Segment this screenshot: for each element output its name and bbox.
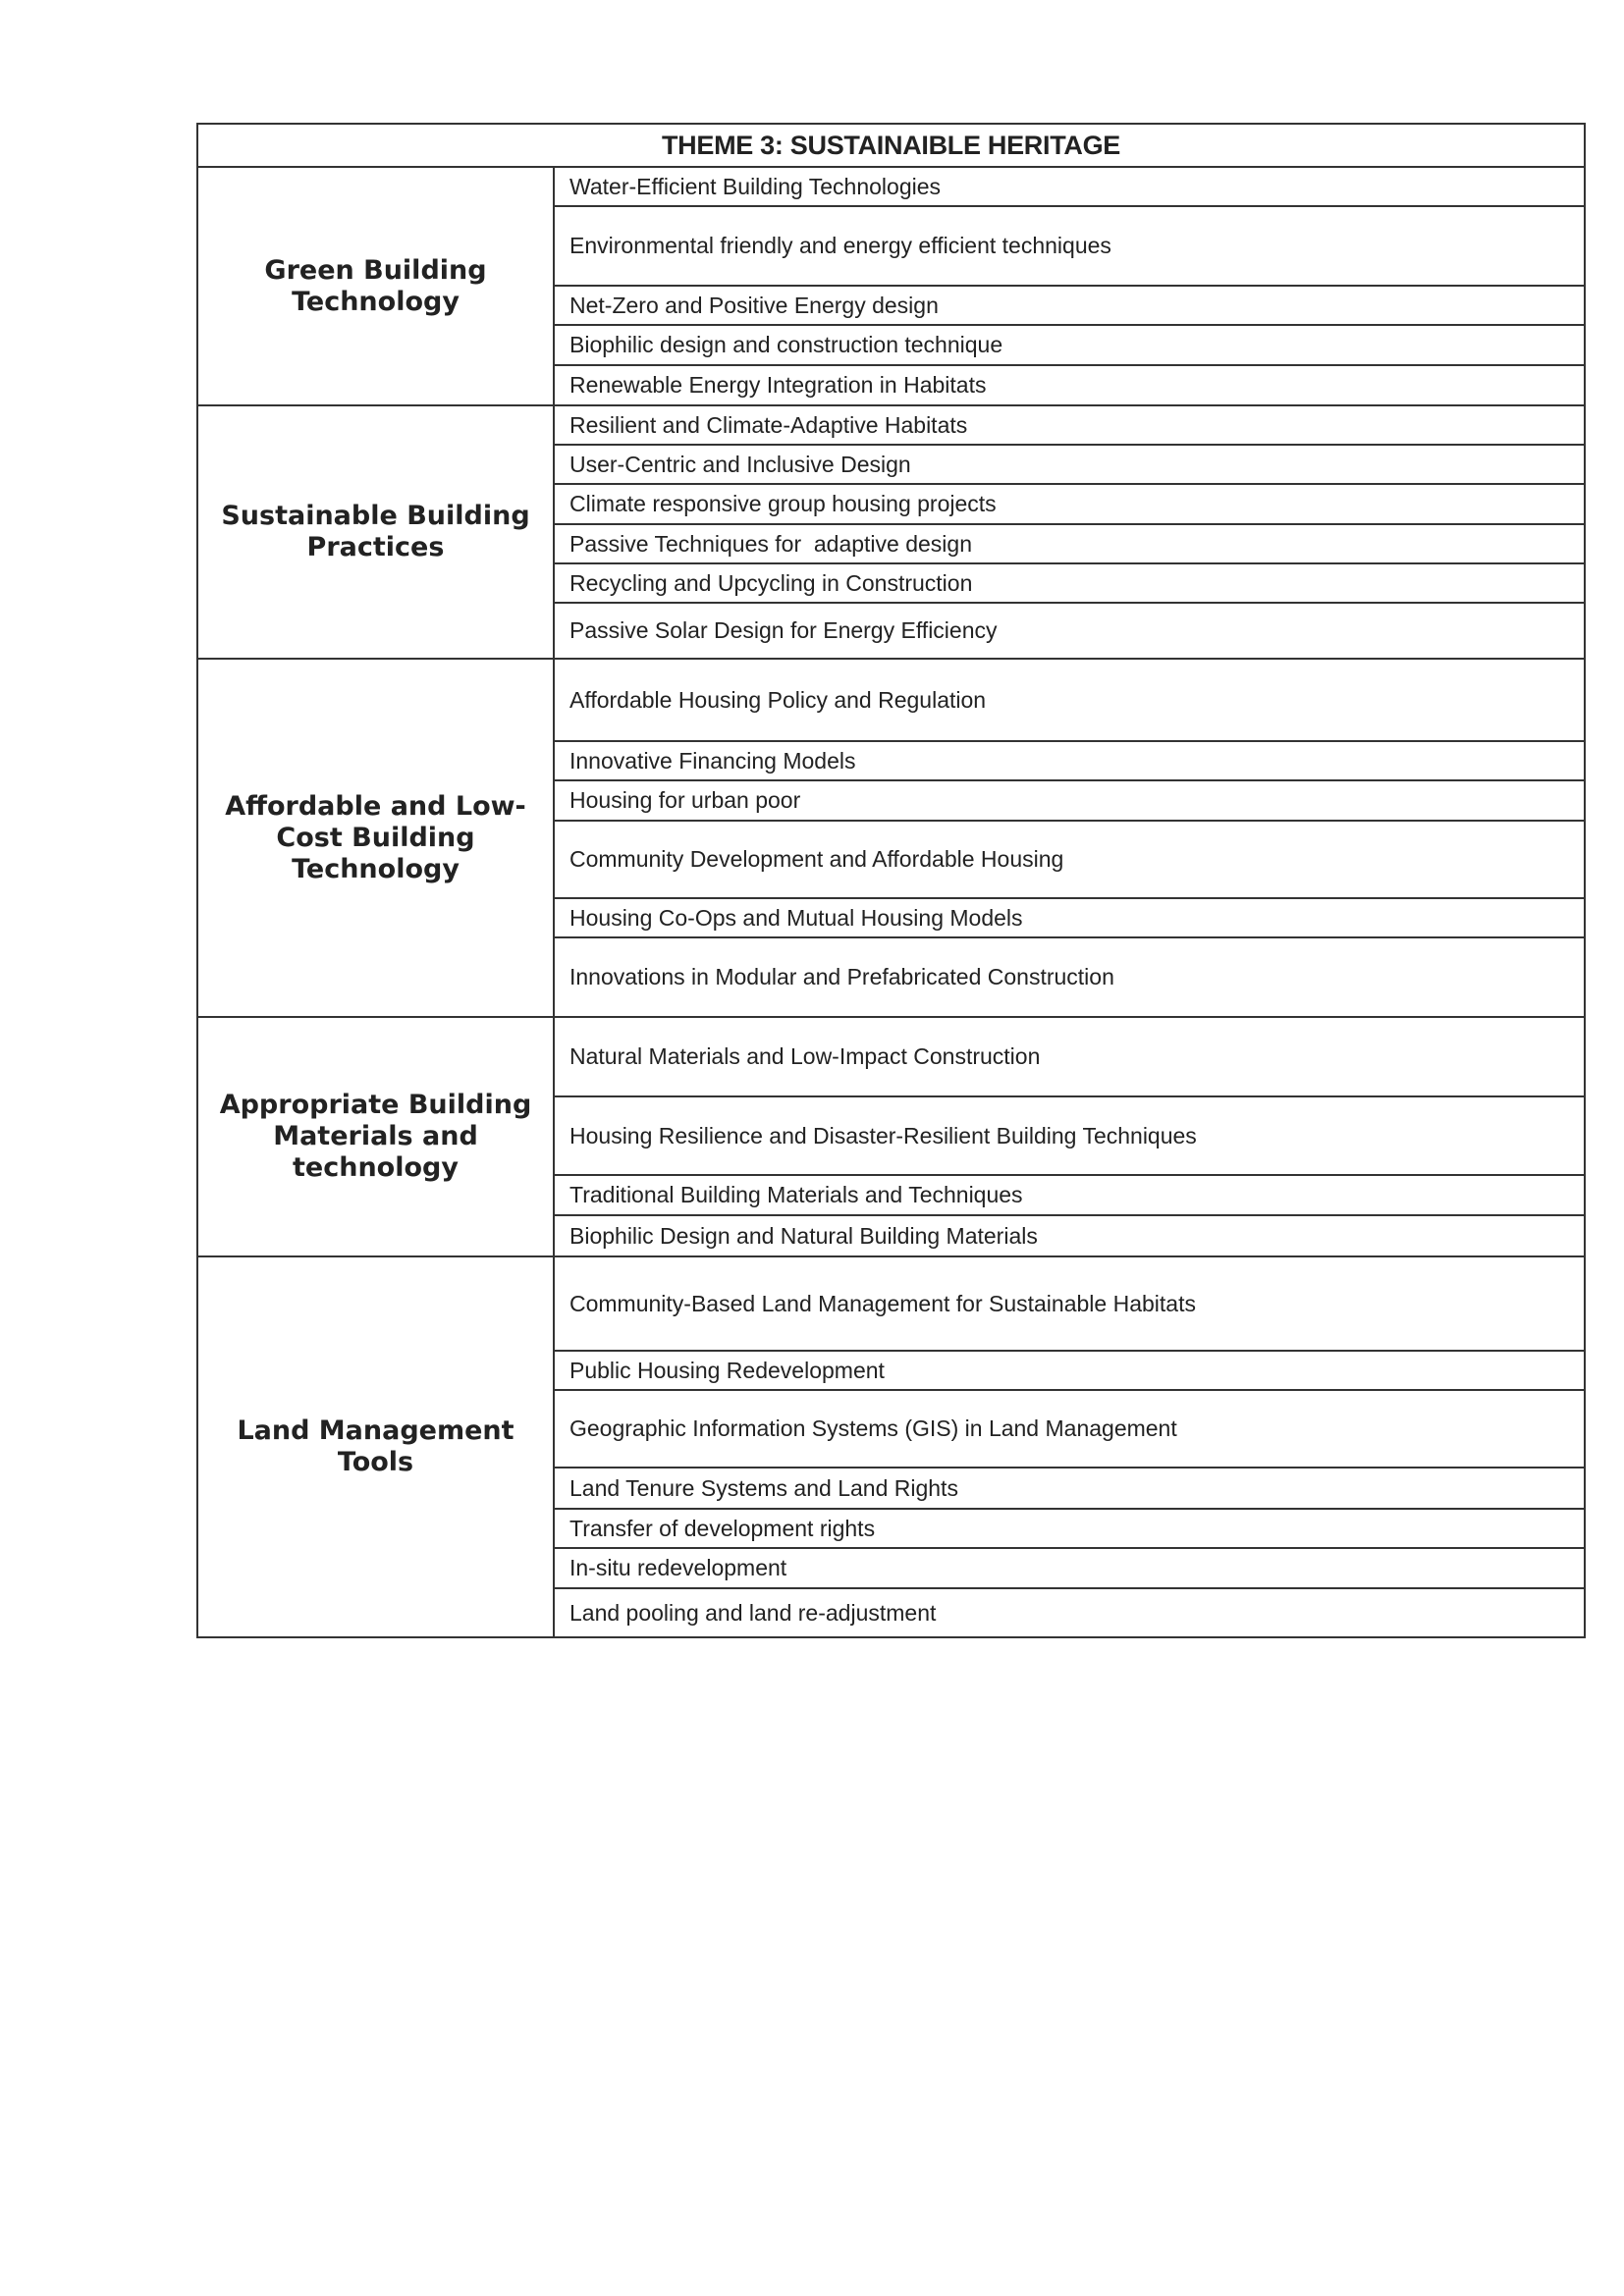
topic-item: User-Centric and Inclusive Design: [555, 446, 1584, 485]
topic-item: Renewable Energy Integration in Habitats: [569, 372, 987, 398]
topic-item: Innovative Financing Models: [555, 742, 1584, 781]
topic-item: Land Tenure Systems and Land Rights: [555, 1468, 1584, 1510]
category-label: Green Building Technology: [198, 168, 555, 404]
topic-item: Affordable Housing Policy and Regulation: [555, 660, 1584, 742]
topic-item: Land pooling and land re-adjustment: [569, 1599, 937, 1626]
topic-item: Water-Efficient Building Technologies: [555, 168, 1584, 207]
topic-item: Transfer of development rights: [555, 1510, 1584, 1549]
topic-list: [555, 168, 1584, 404]
topic-list: [555, 1018, 1584, 1255]
topic-item: Environmental friendly and energy efficient techniques: [555, 207, 1584, 287]
category-label: Land Management Tools: [198, 1257, 555, 1636]
topic-item: Biophilic design and construction technique: [555, 326, 1584, 366]
topic-item: Community Development and Affordable Housing: [555, 822, 1584, 899]
group-affordable-low-cost-building-technology: [198, 660, 1584, 1018]
table-title: THEME 3: SUSTAINAIBLE HERITAGE: [198, 125, 1584, 168]
topic-item: Housing Resilience and Disaster-Resilient Building Techniques: [555, 1097, 1584, 1176]
group-green-building-technology: [198, 168, 1584, 406]
category-label: Sustainable Building Practices: [198, 406, 555, 658]
topic-item: Housing for urban poor: [555, 781, 1584, 822]
topic-item: Natural Materials and Low-Impact Construction: [555, 1018, 1584, 1097]
topic-item: Innovations in Modular and Prefabricated Construction: [569, 964, 1114, 989]
topic-item: Climate responsive group housing projects: [555, 485, 1584, 525]
topic-item: Passive Solar Design for Energy Efficiency: [569, 617, 998, 643]
topic-list: [555, 1257, 1584, 1636]
topic-item: Public Housing Redevelopment: [555, 1352, 1584, 1391]
topic-list: [555, 406, 1584, 658]
topic-item: Net-Zero and Positive Energy design: [555, 287, 1584, 326]
topic-item: Resilient and Climate-Adaptive Habitats: [555, 406, 1584, 446]
group-land-management-tools: [198, 1257, 1584, 1636]
group-appropriate-building-materials: [198, 1018, 1584, 1257]
topic-item: Biophilic Design and Natural Building Materials: [569, 1222, 1038, 1249]
topic-item: Housing Co-Ops and Mutual Housing Models: [555, 899, 1584, 938]
theme-table: [196, 123, 1586, 1638]
topic-item: Traditional Building Materials and Techniques: [555, 1176, 1584, 1216]
category-label: Appropriate Building Materials and technology: [198, 1018, 555, 1255]
group-sustainable-building-practices: [198, 406, 1584, 660]
category-label: Affordable and Low-Cost Building Technology: [198, 660, 555, 1016]
topic-item: Community-Based Land Management for Sustainable Habitats: [555, 1257, 1584, 1352]
topic-item: In-situ redevelopment: [555, 1549, 1584, 1589]
topic-item: Geographic Information Systems (GIS) in Land Management: [555, 1391, 1584, 1468]
topic-list: [555, 660, 1584, 1016]
topic-item: Recycling and Upcycling in Construction: [555, 564, 1584, 604]
topic-item: Passive Techniques for adaptive design: [555, 525, 1584, 564]
